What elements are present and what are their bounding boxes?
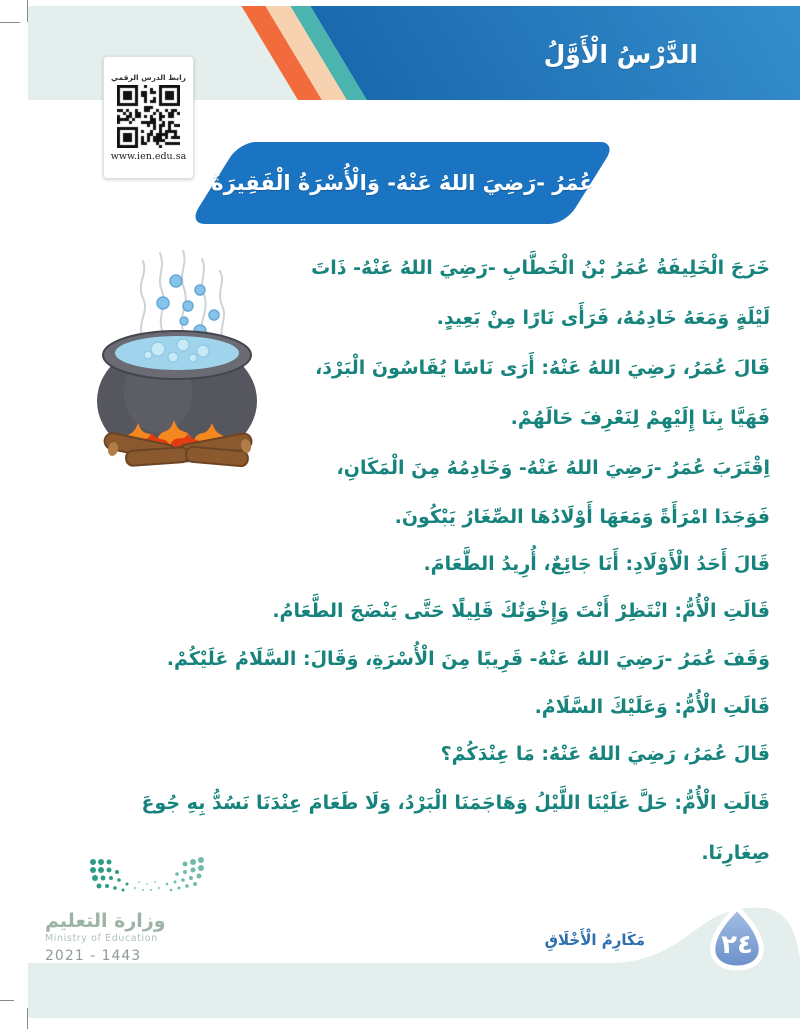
page-number: ٢٤ (721, 930, 753, 960)
story-line: قَالَتِ الْأُمُّ: حَلَّ عَلَيْنَا اللَّيْلُ وَهَاجَمَنَا الْبَرْدُ، وَلَا طَعَامَ عِنْدَنَا نَسُدُّ بِهِ جُوعَ (141, 792, 770, 814)
qr-url: www.ien.edu.sa (110, 151, 187, 162)
qr-caption: رابط الدرس الرقمي (111, 73, 186, 82)
footer-wave (28, 908, 800, 1018)
story-line: اِقْتَرَبَ عُمَرُ -رَضِيَ اللهُ عَنْهُ- وَخَادِمُهُ مِنَ الْمَكَانِ، (336, 457, 770, 479)
ministry-dots-icon (87, 856, 207, 904)
crop-mark (0, 22, 20, 23)
story-line: قَالَ عُمَرُ، رَضِيَ اللهُ عَنْهُ: مَا عِنْدَكُمْ؟ (440, 743, 770, 765)
story-line: فَهَيَّا بِنَا إِلَيْهِمْ لِنَعْرِفَ حَالَهُمْ. (510, 407, 770, 429)
ministry-name-arabic: وزارة التعليم (45, 910, 166, 932)
story-line: خَرَجَ الْخَلِيفَةُ عُمَرُ بْنُ الْخَطَّابِ -رَضِيَ اللهُ عَنْهُ- ذَاتَ (311, 257, 770, 279)
cauldron-illustration (88, 243, 266, 471)
story-line: قَالَتِ الْأُمُّ: وَعَلَيْكَ السَّلَامُ. (534, 696, 770, 718)
lesson-title: عُمَرُ -رَضِيَ اللهُ عَنْهُ- وَالْأُسْرَةُ الْفَقِيرَةُ (211, 171, 594, 195)
cauldron-icon (88, 243, 266, 471)
lesson-number-label: الدَّرْسُ الْأَوَّلُ (543, 40, 698, 69)
footer-band (28, 900, 800, 1018)
qr-code (117, 85, 180, 148)
ministry-name-english: Ministry of Education (45, 933, 158, 944)
story-line: وَقَفَ عُمَرُ -رَضِيَ اللهُ عَنْهُ- قَرِيبًا مِنَ الْأُسْرَةِ، وَقَالَ: السَّلَامُ عَلَيْكُمْ. (166, 648, 770, 670)
story-line: قَالَتِ الْأُمُّ: انْتَظِرْ أَنْتَ وَإِخْوَتُكَ قَلِيلًا حَتَّى يَنْضَجَ الطَّعَامُ. (272, 600, 770, 622)
crop-mark (0, 1000, 14, 1001)
story-line: فَوَجَدَا امْرَأَةً وَمَعَهَا أَوْلَادُهَا الصِّغَارُ يَبْكُونَ. (394, 506, 770, 528)
story-line: قَالَ أَحَدُ الْأَوْلَادِ: أَنَا جَائِعٌ، أُرِيدُ الطَّعَامَ. (423, 553, 770, 575)
edition-years: 2021 - 1443 (45, 948, 142, 964)
book-title: مَكَارِمُ الْأَخْلَاقِ (544, 931, 645, 949)
story-line: قَالَ عُمَرُ، رَضِيَ اللهُ عَنْهُ: أَرَى نَاسًا يُقَاسُونَ الْبَرْدَ، (315, 357, 770, 379)
lesson-title-banner (188, 142, 616, 224)
story-line: صِغَارِنَا. (701, 842, 770, 864)
story-line: لَيْلَةٍ وَمَعَهُ خَادِمُهُ، فَرَأَى نَارًا مِنْ بَعِيدٍ. (436, 307, 770, 329)
qr-card (103, 56, 194, 179)
